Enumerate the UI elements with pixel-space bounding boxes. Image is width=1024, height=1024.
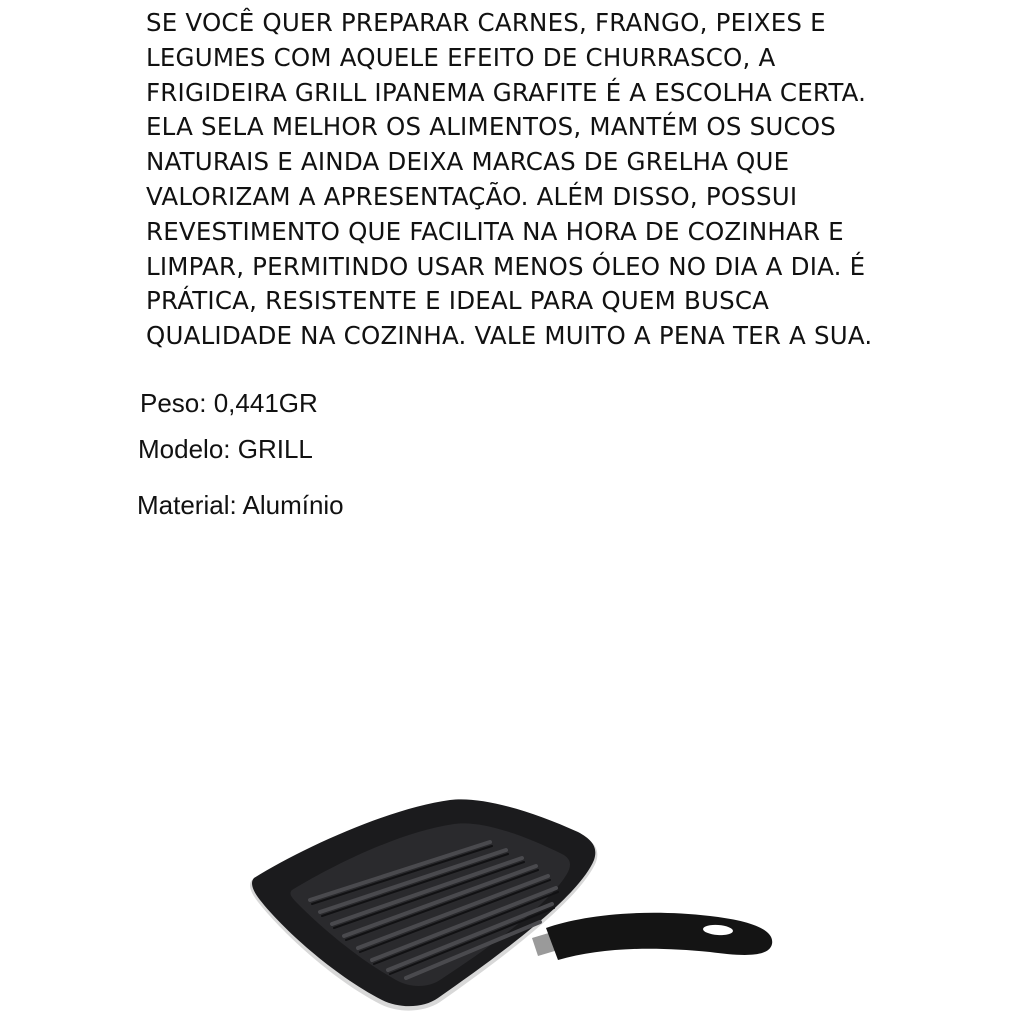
spec-weight: Peso: 0,441GR [140, 388, 318, 418]
spec-material: Material: Alumínio [137, 490, 344, 520]
description-line: QUALIDADE NA COZINHA. VALE MUITO A PENA TER A SUA. [146, 321, 873, 351]
description-line: ELA SELA MELHOR OS ALIMENTOS, MANTÉM OS SUCOS [146, 112, 837, 142]
pan-handle [532, 913, 772, 960]
description-line: VALORIZAM A APRESENTAÇÃO. ALÉM DISSO, POSSUI [146, 181, 798, 211]
description-line: REVESTIMENTO QUE FACILITA NA HORA DE COZINHAR E [146, 216, 844, 246]
product-description [146, 6, 936, 354]
description-line: PRÁTICA, RESISTENTE E IDEAL PARA QUEM BUSCA [146, 286, 770, 316]
description-line: LEGUMES COM AQUELE EFEITO DE CHURRASCO, A [146, 42, 776, 72]
description-line: LIMPAR, PERMITINDO USAR MENOS ÓLEO NO DIA A DIA. É [146, 251, 866, 281]
description-line: SE VOCÊ QUER PREPARAR CARNES, FRANGO, PEIXES E [146, 8, 826, 37]
grill-pan-icon [240, 790, 780, 1020]
description-line: FRIGIDEIRA GRILL IPANEMA GRAFITE É A ESCOLHA CERTA. [146, 77, 867, 107]
spec-model: Modelo: GRILL [138, 434, 313, 464]
description-line: NATURAIS E AINDA DEIXA MARCAS DE GRELHA QUE [146, 147, 790, 177]
